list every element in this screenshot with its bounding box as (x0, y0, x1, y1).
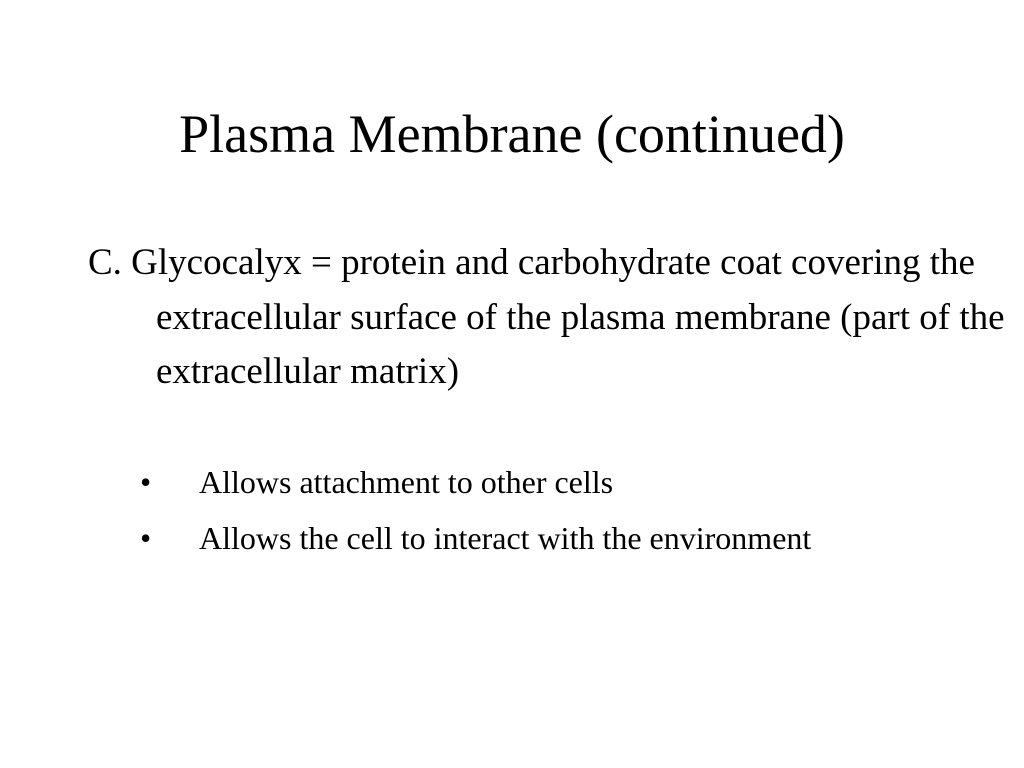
bullet-item-interaction (140, 516, 940, 560)
bullet-icon: • (140, 464, 152, 500)
bullet-item-attachment (140, 460, 940, 504)
bullet-icon: • (140, 520, 152, 556)
slide-title: Plasma Membrane (continued) (179, 104, 845, 164)
body-paragraph: C. Glycocalyx = protein and carbohydrate coat covering the extracellular surface of the plasma membrane (part of the extracellular matrix) (88, 242, 1005, 392)
bullet-text: Allows attachment to other cells (199, 464, 614, 500)
bullet-list (140, 460, 940, 572)
bullet-text: Allows the cell to interact with the environment (199, 520, 812, 556)
